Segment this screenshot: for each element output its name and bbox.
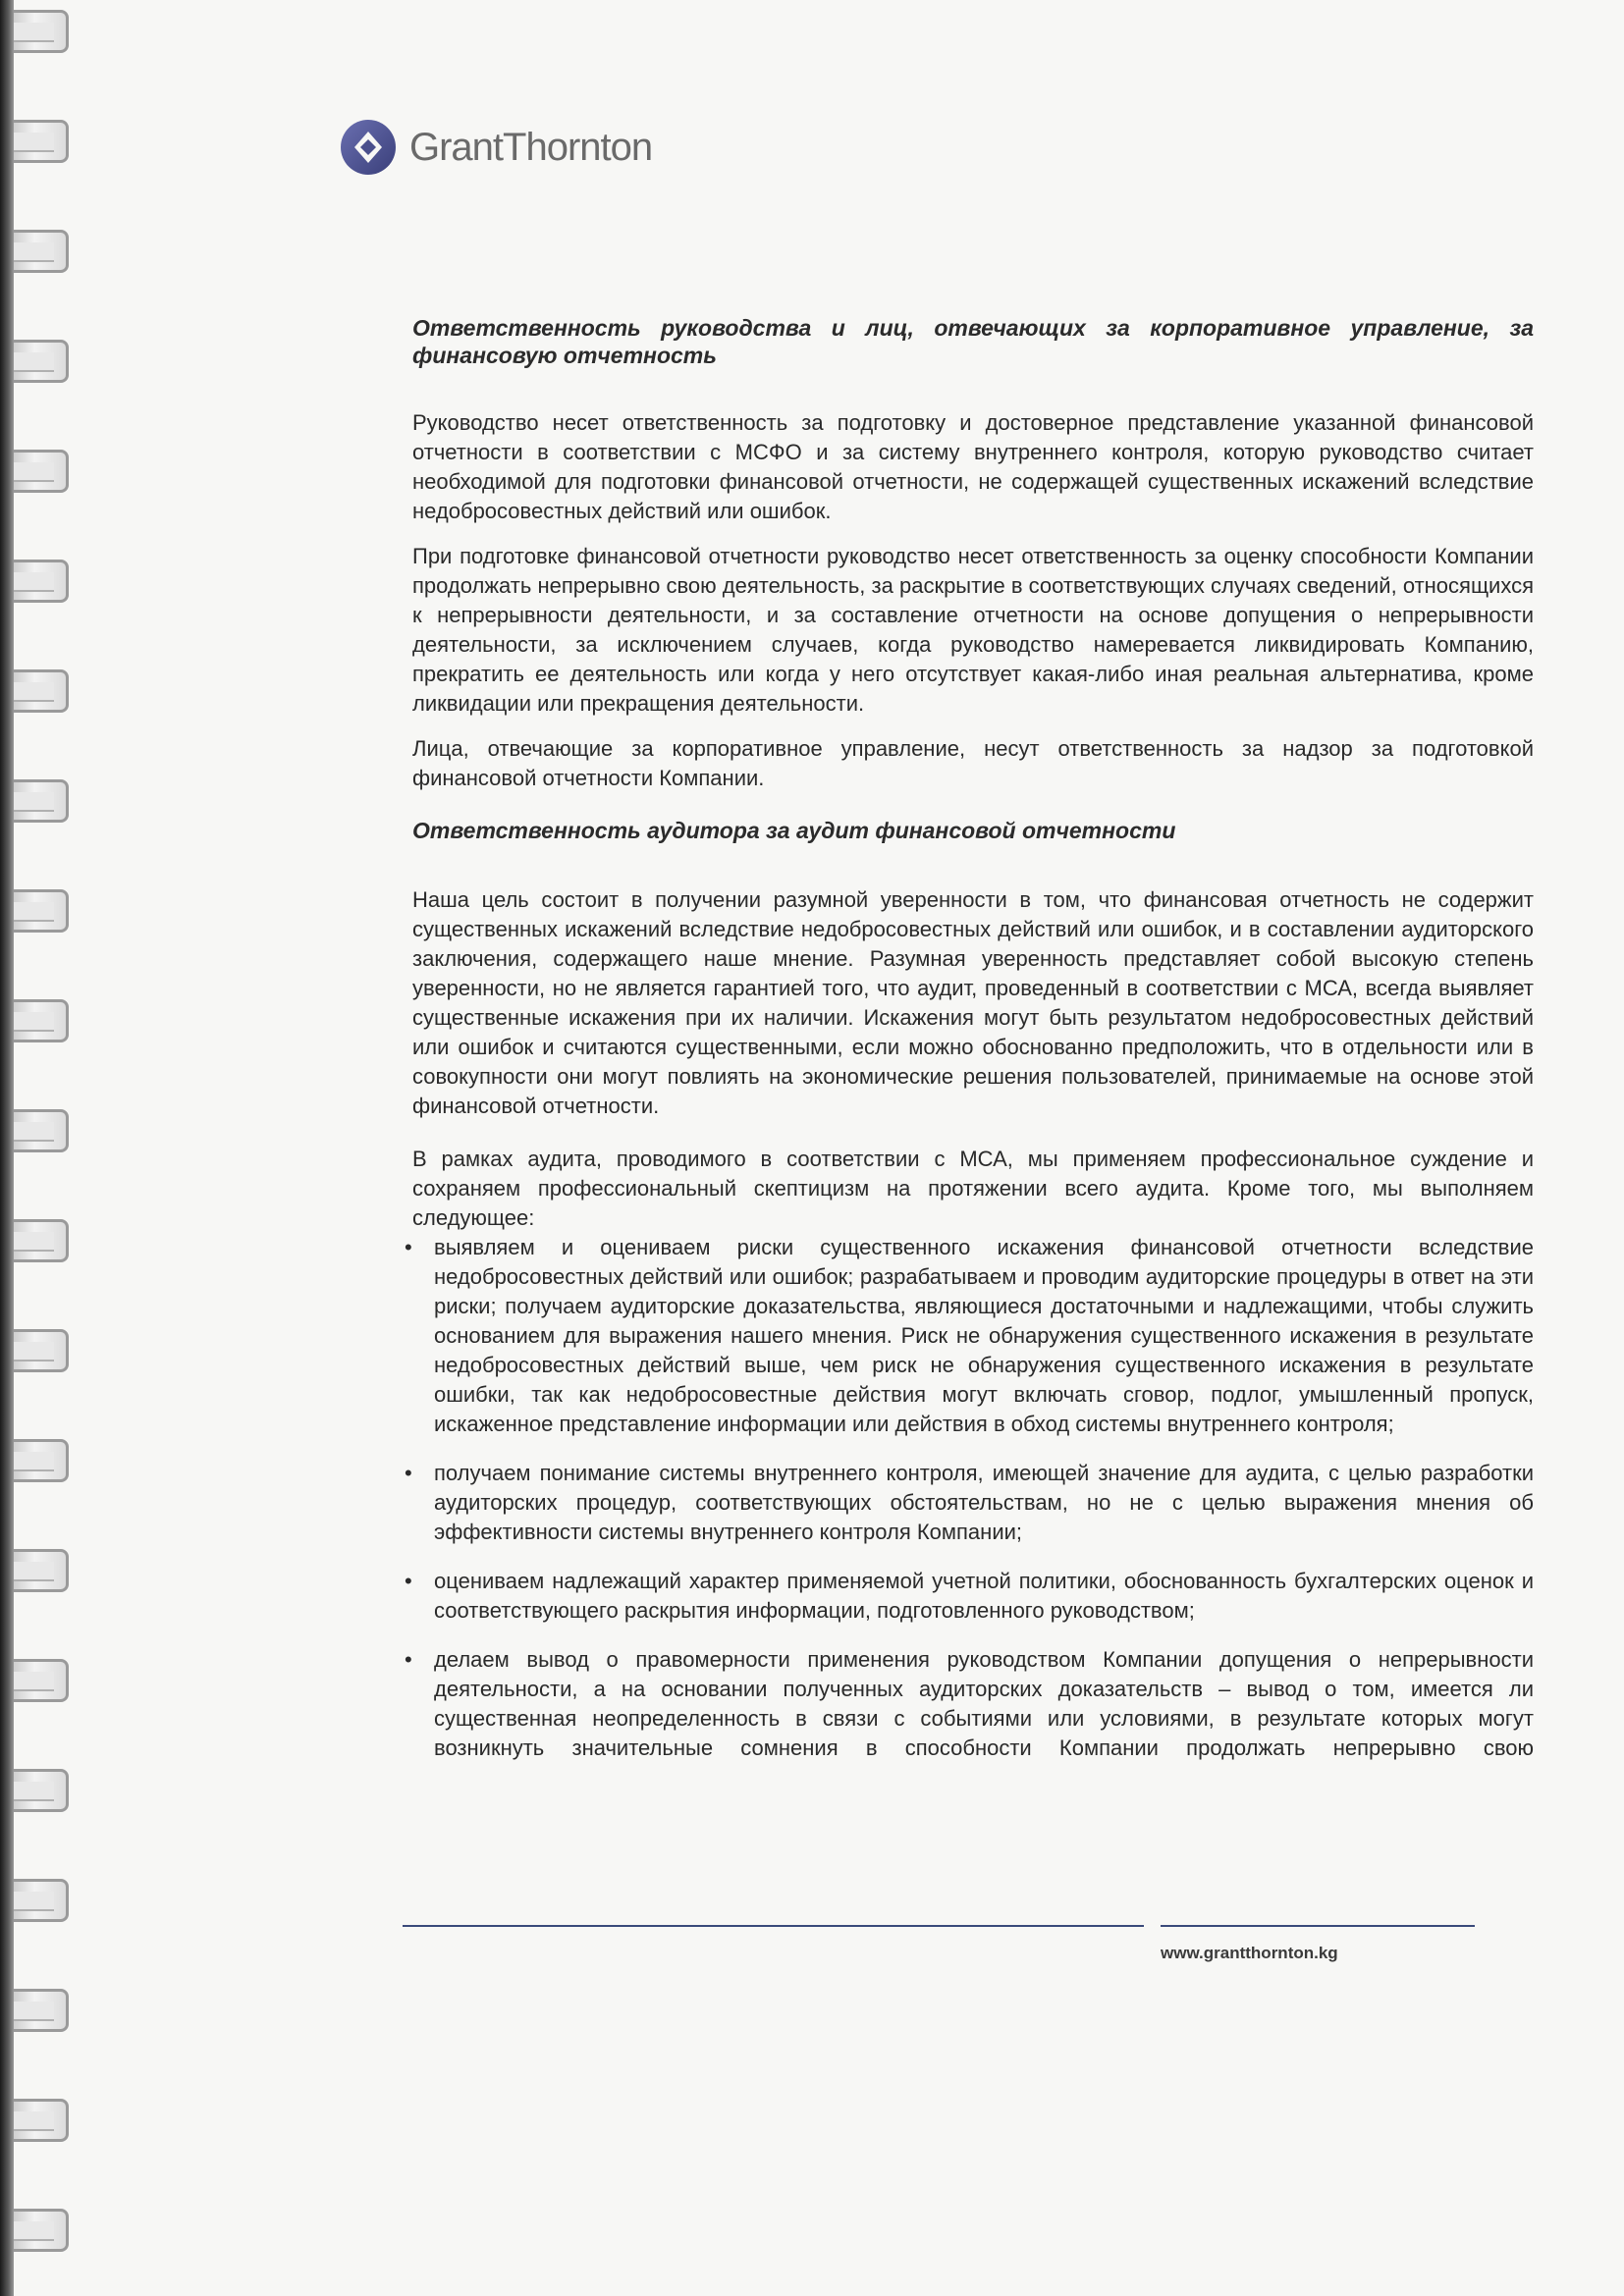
grant-thornton-logo-icon bbox=[339, 118, 398, 177]
logo-wordmark: GrantThornton bbox=[409, 125, 653, 169]
binding-ring bbox=[14, 230, 69, 273]
document-body bbox=[405, 314, 1534, 1783]
section-heading-management: Ответственность руководства и лиц, отвечающих за корпоративное управление, за финансовую отчетность bbox=[412, 315, 1534, 368]
binding-ring bbox=[14, 10, 69, 53]
list-item: • выявляем и оцениваем риски существенного искажения финансовой отчетности вследствие недобросовестных действий или ошибок; разрабатываем и проводим аудиторские процедуры в ответ на эти риски; получаем аудиторские доказательства, являющиеся достаточными и надлежащими, чтобы служить основанием для выражения нашего мнения. Риск не обнаружения существенного искажения в результате недобросовестных действий выше, чем риск не обнаружения существенного искажения в результате ошибки, так как недобросовестные действия могут включать сговор, подлог, умышленный пропуск, искаженное представление информации или действия в обход системы внутреннего контроля; bbox=[405, 1235, 1534, 1436]
list-item: • получаем понимание системы внутреннего контроля, имеющей значение для аудита, с целью разработки аудиторских процедур, соответствующих обстоятельствам, но не с целью выражения мнения об эффективности системы внутреннего контроля Компании; bbox=[405, 1461, 1534, 1544]
paragraph: Лица, отвечающие за корпоративное управление, несут ответственность за надзор за подготовкой финансовой отчетности Компании. bbox=[412, 736, 1534, 790]
binding-ring bbox=[14, 669, 69, 713]
binding-ring bbox=[14, 450, 69, 493]
footer-website: www.grantthornton.kg bbox=[1161, 1944, 1338, 1962]
binding-ring bbox=[14, 120, 69, 163]
binding-ring bbox=[14, 1219, 69, 1262]
binding-ring bbox=[14, 340, 69, 383]
binding-ring bbox=[14, 889, 69, 933]
company-logo bbox=[339, 116, 652, 179]
binding-ring bbox=[14, 1659, 69, 1702]
binding-ring bbox=[14, 1769, 69, 1812]
bullet-icon: • bbox=[405, 1647, 412, 1672]
binding-ring bbox=[14, 1989, 69, 2032]
binding-ring bbox=[14, 1439, 69, 1482]
binding-ring bbox=[14, 1109, 69, 1152]
list-item: • делаем вывод о правомерности применения руководством Компании допущения о непрерывности деятельности, а на основании полученных аудиторских доказательств – вывод о том, имеется ли существенная неопределенность в связи с событиями или условиями, в результате которых могут возникнуть значительные сомнения в способности Компании продолжать непрерывно свою bbox=[405, 1647, 1534, 1760]
paragraph: При подготовке финансовой отчетности руководство несет ответственность за оценку способности Компании продолжать непрерывно свою деятельность, за раскрытие в соответствующих случаях сведений, относящихся к непрерывности деятельности, и за составление отчетности на основе допущения о непрерывности деятельности, за исключением случаев, когда руководство намеревается ликвидировать Компанию, прекратить ее деятельность или когда у него отсутствует какая-либо иная реальная альтернатива, кроме ликвидации или прекращения деятельности. bbox=[412, 544, 1534, 716]
bullet-icon: • bbox=[405, 1461, 412, 1485]
binding-ring bbox=[14, 560, 69, 603]
paragraph: В рамках аудита, проводимого в соответствии с МСА, мы применяем профессиональное суждение и сохраняем профессиональный скептицизм на протяжении всего аудита. Кроме того, мы выполняем следующее: bbox=[412, 1147, 1534, 1230]
list-item: • оцениваем надлежащий характер применяемой учетной политики, обоснованность бухгалтерских оценок и соответствующего раскрытия информации, подготовленного руководством; bbox=[405, 1569, 1534, 1623]
binding-ring bbox=[14, 1329, 69, 1372]
binding-ring bbox=[14, 2209, 69, 2252]
binding-ring bbox=[14, 1549, 69, 1592]
bullet-icon: • bbox=[405, 1235, 412, 1259]
binding-spine bbox=[0, 0, 14, 2296]
footer-rule-right bbox=[1161, 1925, 1475, 1927]
binding-ring bbox=[14, 1879, 69, 1922]
section-heading-auditor: Ответственность аудитора за аудит финансовой отчетности bbox=[412, 818, 1176, 843]
paragraph: Руководство несет ответственность за подготовку и достоверное представление указанной финансовой отчетности в соответствии с МСФО и за систему внутреннего контроля, которую руководство считает необходимой для подготовки финансовой отчетности, не содержащей существенных искажений вследствие недобросовестных действий или ошибок. bbox=[412, 410, 1534, 523]
spiral-binding bbox=[0, 0, 79, 2296]
binding-ring bbox=[14, 2099, 69, 2142]
paragraph: Наша цель состоит в получении разумной уверенности в том, что финансовая отчетность не содержит существенных искажений вследствие недобросовестных действий или ошибок, и в составлении аудиторского заключения, содержащего наше мнение. Разумная уверенность представляет собой высокую степень уверенности, но не является гарантией того, что аудит, проведенный в соответствии с МСА, всегда выявляет существенные искажения при их наличии. Искажения могут быть результатом недобросовестных действий или ошибок и считаются существенными, если можно обоснованно предположить, что в отдельности или в совокупности они могут повлиять на экономические решения пользователей, принимаемые на основе этой финансовой отчетности. bbox=[412, 887, 1534, 1118]
footer-rule-left bbox=[403, 1925, 1144, 1927]
binding-ring bbox=[14, 779, 69, 823]
bullet-icon: • bbox=[405, 1569, 412, 1593]
procedures-list bbox=[405, 1233, 1534, 1763]
binding-ring bbox=[14, 999, 69, 1042]
